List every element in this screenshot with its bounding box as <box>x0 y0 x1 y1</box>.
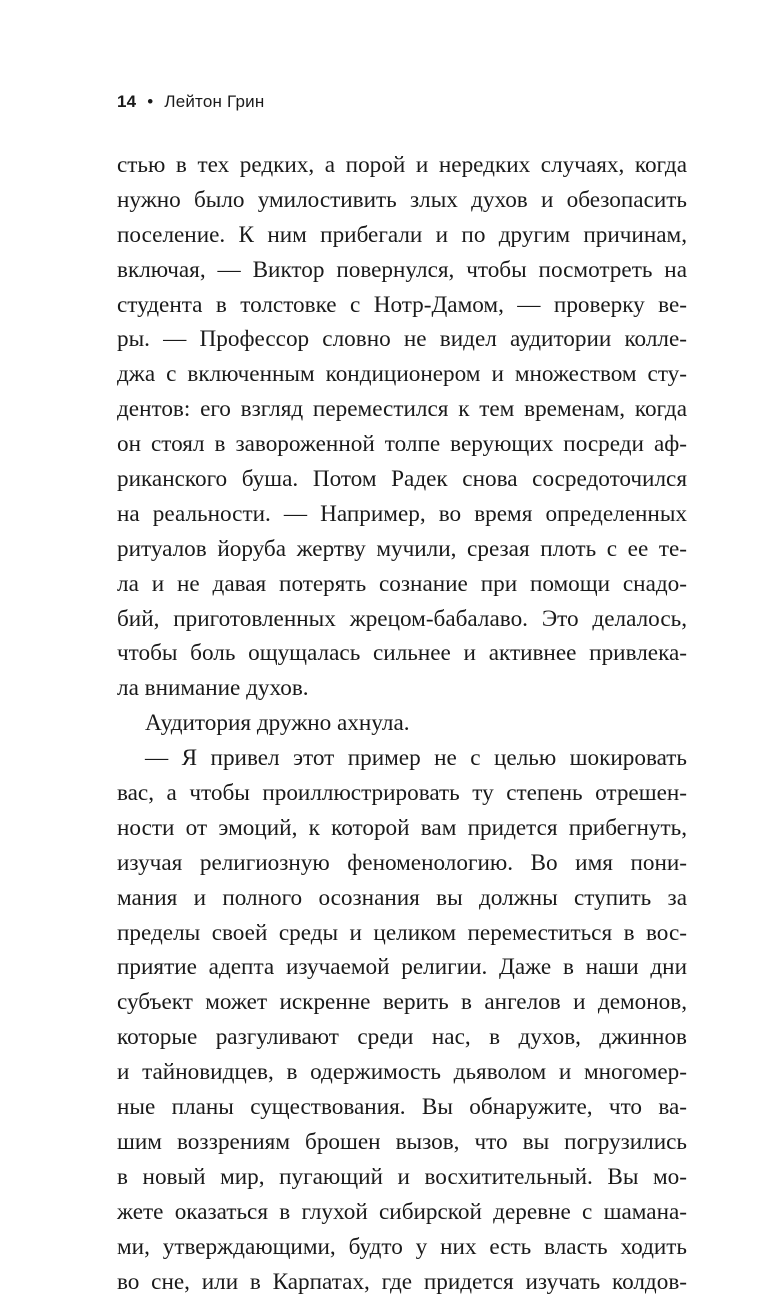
text-line: ритуалов йоруба жертву мучили, срезая плоть с ее те- <box>117 532 687 567</box>
text-line: изучая религиозную феноменологию. Во имя пони- <box>117 846 687 881</box>
text-line: дентов: его взгляд переместился к тем временам, когда <box>117 392 687 427</box>
text-line: ла внимание духов. <box>117 671 687 706</box>
text-line: ла и не давая потерять сознание при помощи снадо- <box>117 567 687 602</box>
text-line: во сне, или в Карпатах, где придется изучать колдов- <box>117 1265 687 1299</box>
text-line: ные планы существования. Вы обнаружите, что ва- <box>117 1090 687 1125</box>
text-line: которые разгуливают среди нас, в духов, джиннов <box>117 1020 687 1055</box>
body-text <box>117 148 687 1299</box>
text-line: включая, — Виктор повернулся, чтобы посмотреть на <box>117 253 687 288</box>
text-line: он стоял в завороженной толпе верующих посреди аф- <box>117 427 687 462</box>
text-line: пределы своей среды и целиком переместиться в вос- <box>117 916 687 951</box>
text-line: нужно было умилостивить злых духов и обезопасить <box>117 183 687 218</box>
text-line: ности от эмоций, к которой вам придется прибегнуть, <box>117 811 687 846</box>
text-line: бий, приготовленных жрецом-бабалаво. Это делалось, <box>117 602 687 637</box>
text-line: риканского буша. Потом Радек снова сосредоточился <box>117 462 687 497</box>
header-separator: • <box>141 92 159 111</box>
text-line: шим воззрениям брошен вызов, что вы погрузились <box>117 1125 687 1160</box>
text-line: мания и полного осознания вы должны ступить за <box>117 881 687 916</box>
text-line: ми, утверждающими, будто у них есть власть ходить <box>117 1230 687 1265</box>
header-author: Лейтон Грин <box>164 92 264 111</box>
text-line: поселение. К ним прибегали и по другим причинам, <box>117 218 687 253</box>
text-line: в новый мир, пугающий и восхитительный. Вы мо- <box>117 1160 687 1195</box>
text-line: стью в тех редких, а порой и нередких случаях, когда <box>117 148 687 183</box>
text-line: ры. — Профессор словно не видел аудитории колле- <box>117 322 687 357</box>
text-line: жете оказаться в глухой сибирской деревне с шамана- <box>117 1195 687 1230</box>
text-line: Аудитория дружно ахнула. <box>117 706 687 741</box>
text-line: вас, а чтобы проиллюстрировать ту степень отрешен- <box>117 776 687 811</box>
text-line: чтобы боль ощущалась сильнее и активнее привлека- <box>117 636 687 671</box>
text-line: джа с включенным кондиционером и множеством сту- <box>117 357 687 392</box>
text-line: студента в толстовке с Нотр-Дамом, — проверку ве- <box>117 288 687 323</box>
text-line: и тайновидцев, в одержимость дьяволом и многомер- <box>117 1055 687 1090</box>
text-line: — Я привел этот пример не с целью шокировать <box>117 741 687 776</box>
text-line: на реальности. — Например, во время определенных <box>117 497 687 532</box>
running-head <box>117 92 264 112</box>
page-number: 14 <box>117 92 136 111</box>
text-line: приятие адепта изучаемой религии. Даже в наши дни <box>117 950 687 985</box>
text-line: субъект может искренне верить в ангелов и демонов, <box>117 985 687 1020</box>
